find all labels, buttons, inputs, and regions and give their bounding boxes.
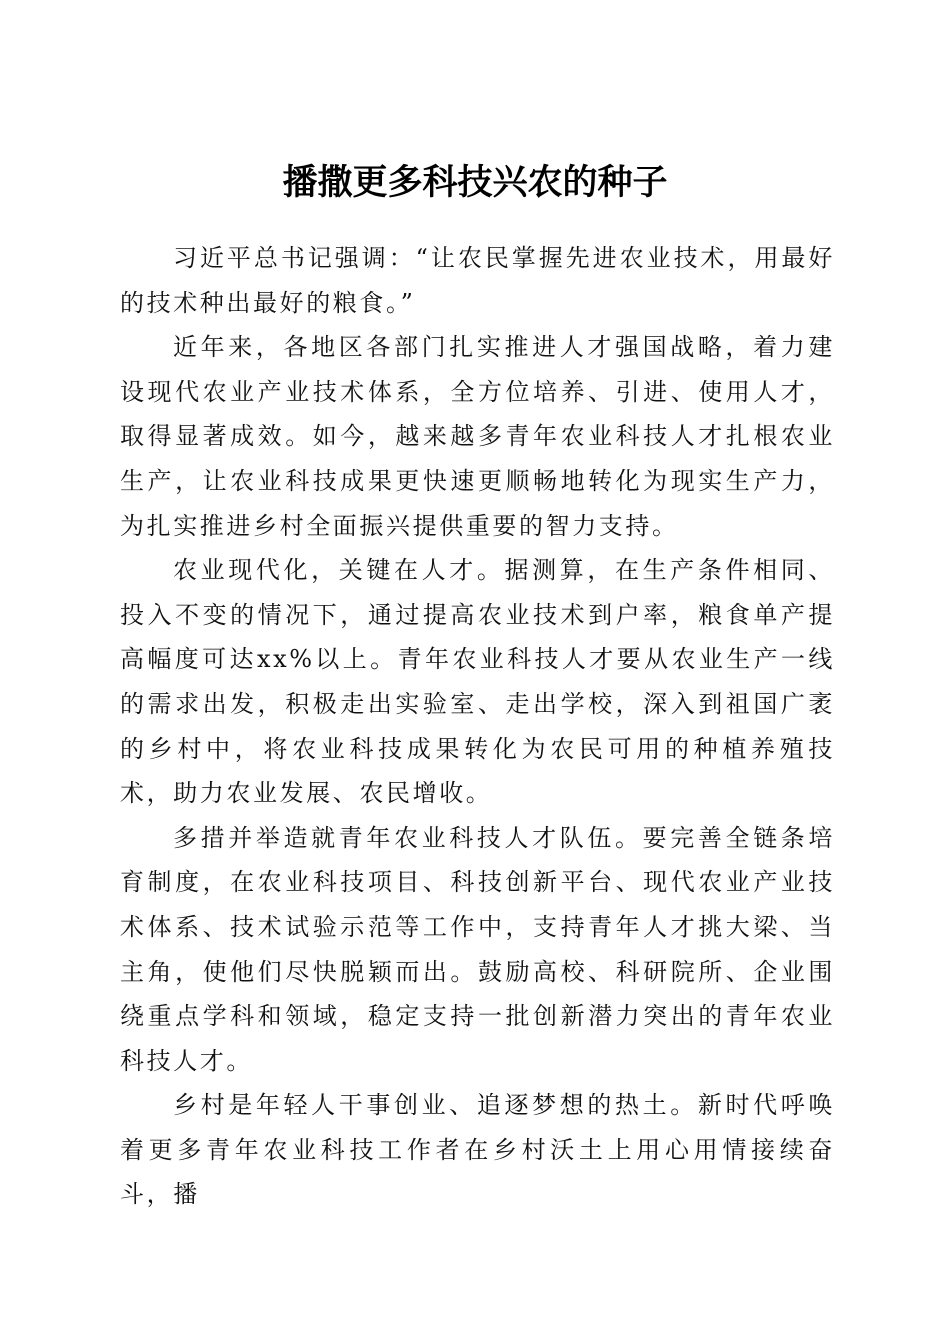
document-title: 播撒更多科技兴农的种子 [282, 162, 668, 204]
paragraph-3: 农业现代化，关键在人才。据测算，在生产条件相同、投入不变的情况下，通过提高农业技术到户率，粮食单产提高幅度可达xx%以上。青年农业科技人才要从农业生产一线的需求出发，积极走出实验室、走出学校，深入到祖国广袤的乡村中，将农业科技成果转化为农民可用的种植养殖技术，助力农业发展、农民增收。 [120, 556, 835, 808]
document-body [120, 236, 835, 1217]
paragraph-1: 习近平总书记强调：“让农民掌握先进农业技术，用最好的技术种出最好的粮食。” [120, 244, 835, 317]
paragraph-2: 近年来，各地区各部门扎实推进人才强国战略，着力建设现代农业产业技术体系，全方位培养、引进、使用人才，取得显著成效。如今，越来越多青年农业科技人才扎根农业生产，让农业科技成果更快速更顺畅地转化为现实生产力，为扎实推进乡村全面振兴提供重要的智力支持。 [120, 333, 835, 540]
paragraph-4: 多措并举造就青年农业科技人才队伍。要完善全链条培育制度，在农业科技项目、科技创新平台、现代农业产业技术体系、技术试验示范等工作中，支持青年人才挑大梁、当主角，使他们尽快脱颖而出。鼓励高校、科研院所、企业围绕重点学科和领域，稳定支持一批创新潜力突出的青年农业科技人才。 [120, 823, 835, 1075]
paragraph-5: 乡村是年轻人干事创业、追逐梦想的热土。新时代呼唤着更多青年农业科技工作者在乡村沃土上用心用情接续奋斗，播 [120, 1091, 835, 1209]
